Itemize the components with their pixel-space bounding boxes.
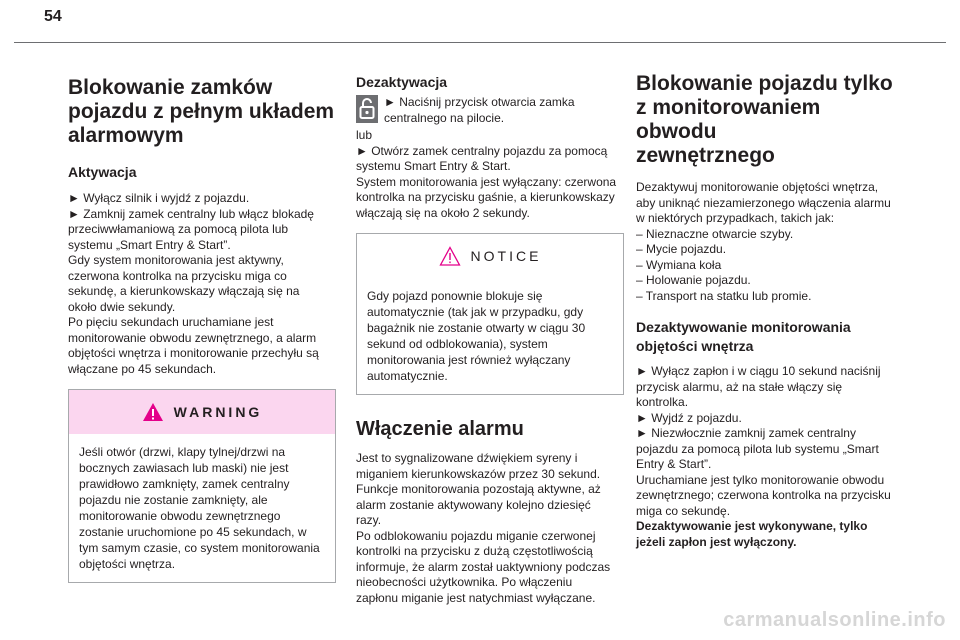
- warning-title: WARNING: [173, 404, 263, 420]
- perimeter-intro-text: Dezaktywuj monitorowanie objętości wnętrza, aby uniknąć niezamierzonego włączenia alarmu w niektórych przypadkach, takich jak: – Nieznaczne otwarcie szyby. – Mycie pojazdu. – Wymiana koła – Holowanie pojazdu. – Transport na statku lub promie.: [636, 180, 891, 303]
- section-title-perimeter-lock: Blokowanie pojazdu tylko z monitorowaniem obwodu zewnętrznego: [636, 72, 893, 167]
- warning-text: Jeśli otwór (drzwi, klapy tylnej/drzwi na bocznych zawiasach lub maski) nie jest prawidłowo zamknięty, zamek centralny pojazdu nie zostanie zamknięty, ale monitorowanie obwodu zewnętrznego zostanie uruchomione po 45 sekundach, w tym samym czasie, co system monitorowania objętości wnętrza.: [79, 445, 320, 571]
- top-divider: [14, 42, 946, 43]
- column-3: [636, 62, 906, 550]
- watermark: carmanualsonline.info: [723, 609, 946, 631]
- warning-triangle-icon: [142, 402, 164, 422]
- alarm-trigger-text: Jest to sygnalizowane dźwiękiem syreny i miganiem kierunkowskazów przez 30 sekund. Funkcje monitorowania pozostają aktywne, aż alarm zostanie aktywowany kolejno dziesięć razy. Po odblokowaniu pojazdu miganie czerwonej kontrolki na przycisku z dużą częstotliwością informuje, że alarm został uaktywniony podczas nieobecności użytkownika. Po włączeniu zapłonu miganie jest natychmiast wyłączane.: [356, 451, 611, 605]
- column-2: [356, 62, 624, 606]
- notice-text: Gdy pojazd ponownie blokuje się automatycznie (tak jak w przypadku, gdy bagażnik nie zostanie otwarty w ciągu 30 sekund od odblokowania), system monitorowania jest również wyłączany automatycznie.: [367, 289, 586, 383]
- section-title-alarm-lock: Blokowanie zamków pojazdu z pełnym układem alarmowym: [68, 76, 335, 147]
- deactivate-volumetric-heading: Dezaktywowanie monitorowania objętości wnętrza: [636, 319, 851, 354]
- notice-box: [356, 233, 624, 395]
- deactivate-volumetric-text: ► Wyłącz zapłon i w ciągu 10 sekund naciśnij przycisk alarmu, aż na stałe włączy się kontrolka. ► Wyjdź z pojazdu. ► Niezwłocznie zamknij zamek centralny pojazdu za pomocą pilota lub systemu „Smart Entry & Start”. Uruchamiane jest tylko monitorowanie obwodu zewnętrznego; czerwona kontrolka na przycisku miga co sekundę. Dezaktywowanie jest wykonywane, tylko jeżeli zapłon jest wyłączony.: [636, 364, 891, 549]
- activation-text: ► Wyłącz silnik i wyjdź z pojazdu. ► Zamknij zamek centralny lub włącz blokadę przeciwwłamaniową za pomocą pilota lub systemu „Smart Entry & Start”. Gdy system monitorowania jest aktywny, czerwona kontrolka na przycisku miga co sekundę, a kierunkowskazy włączają się na około dwie sekundy. Po pięciu sekundach uruchamiane jest monitorowanie obwodu zewnętrznego, a alarm objętości wnętrza i monitorowanie przechyłu są włączane po 45 sekundach.: [68, 191, 319, 376]
- notice-triangle-icon: [439, 246, 461, 266]
- alarm-trigger-heading: Włączenie alarmu: [356, 418, 524, 440]
- deactivation-heading: Dezaktywacja: [356, 74, 448, 90]
- notice-title: NOTICE: [470, 248, 542, 264]
- remote-unlock-instruction: ► Naciśnij przycisk otwarcia zamka centralnego na pilocie.: [356, 95, 624, 126]
- unlock-padlock-icon: [356, 95, 378, 123]
- warning-box: [68, 389, 336, 583]
- activation-heading: Aktywacja: [68, 164, 137, 180]
- page-number: 54: [44, 8, 62, 25]
- notice-header: [357, 234, 623, 278]
- deactivation-text: lub ► Otwórz zamek centralny pojazdu za pomocą systemu Smart Entry & Start. System monitorowania jest wyłączany: czerwona kontrolka na przycisku gaśnie, a kierunkowskazy włączają się na około 2 sekundy.: [356, 128, 617, 220]
- column-1: [68, 62, 336, 593]
- warning-header: [69, 390, 335, 434]
